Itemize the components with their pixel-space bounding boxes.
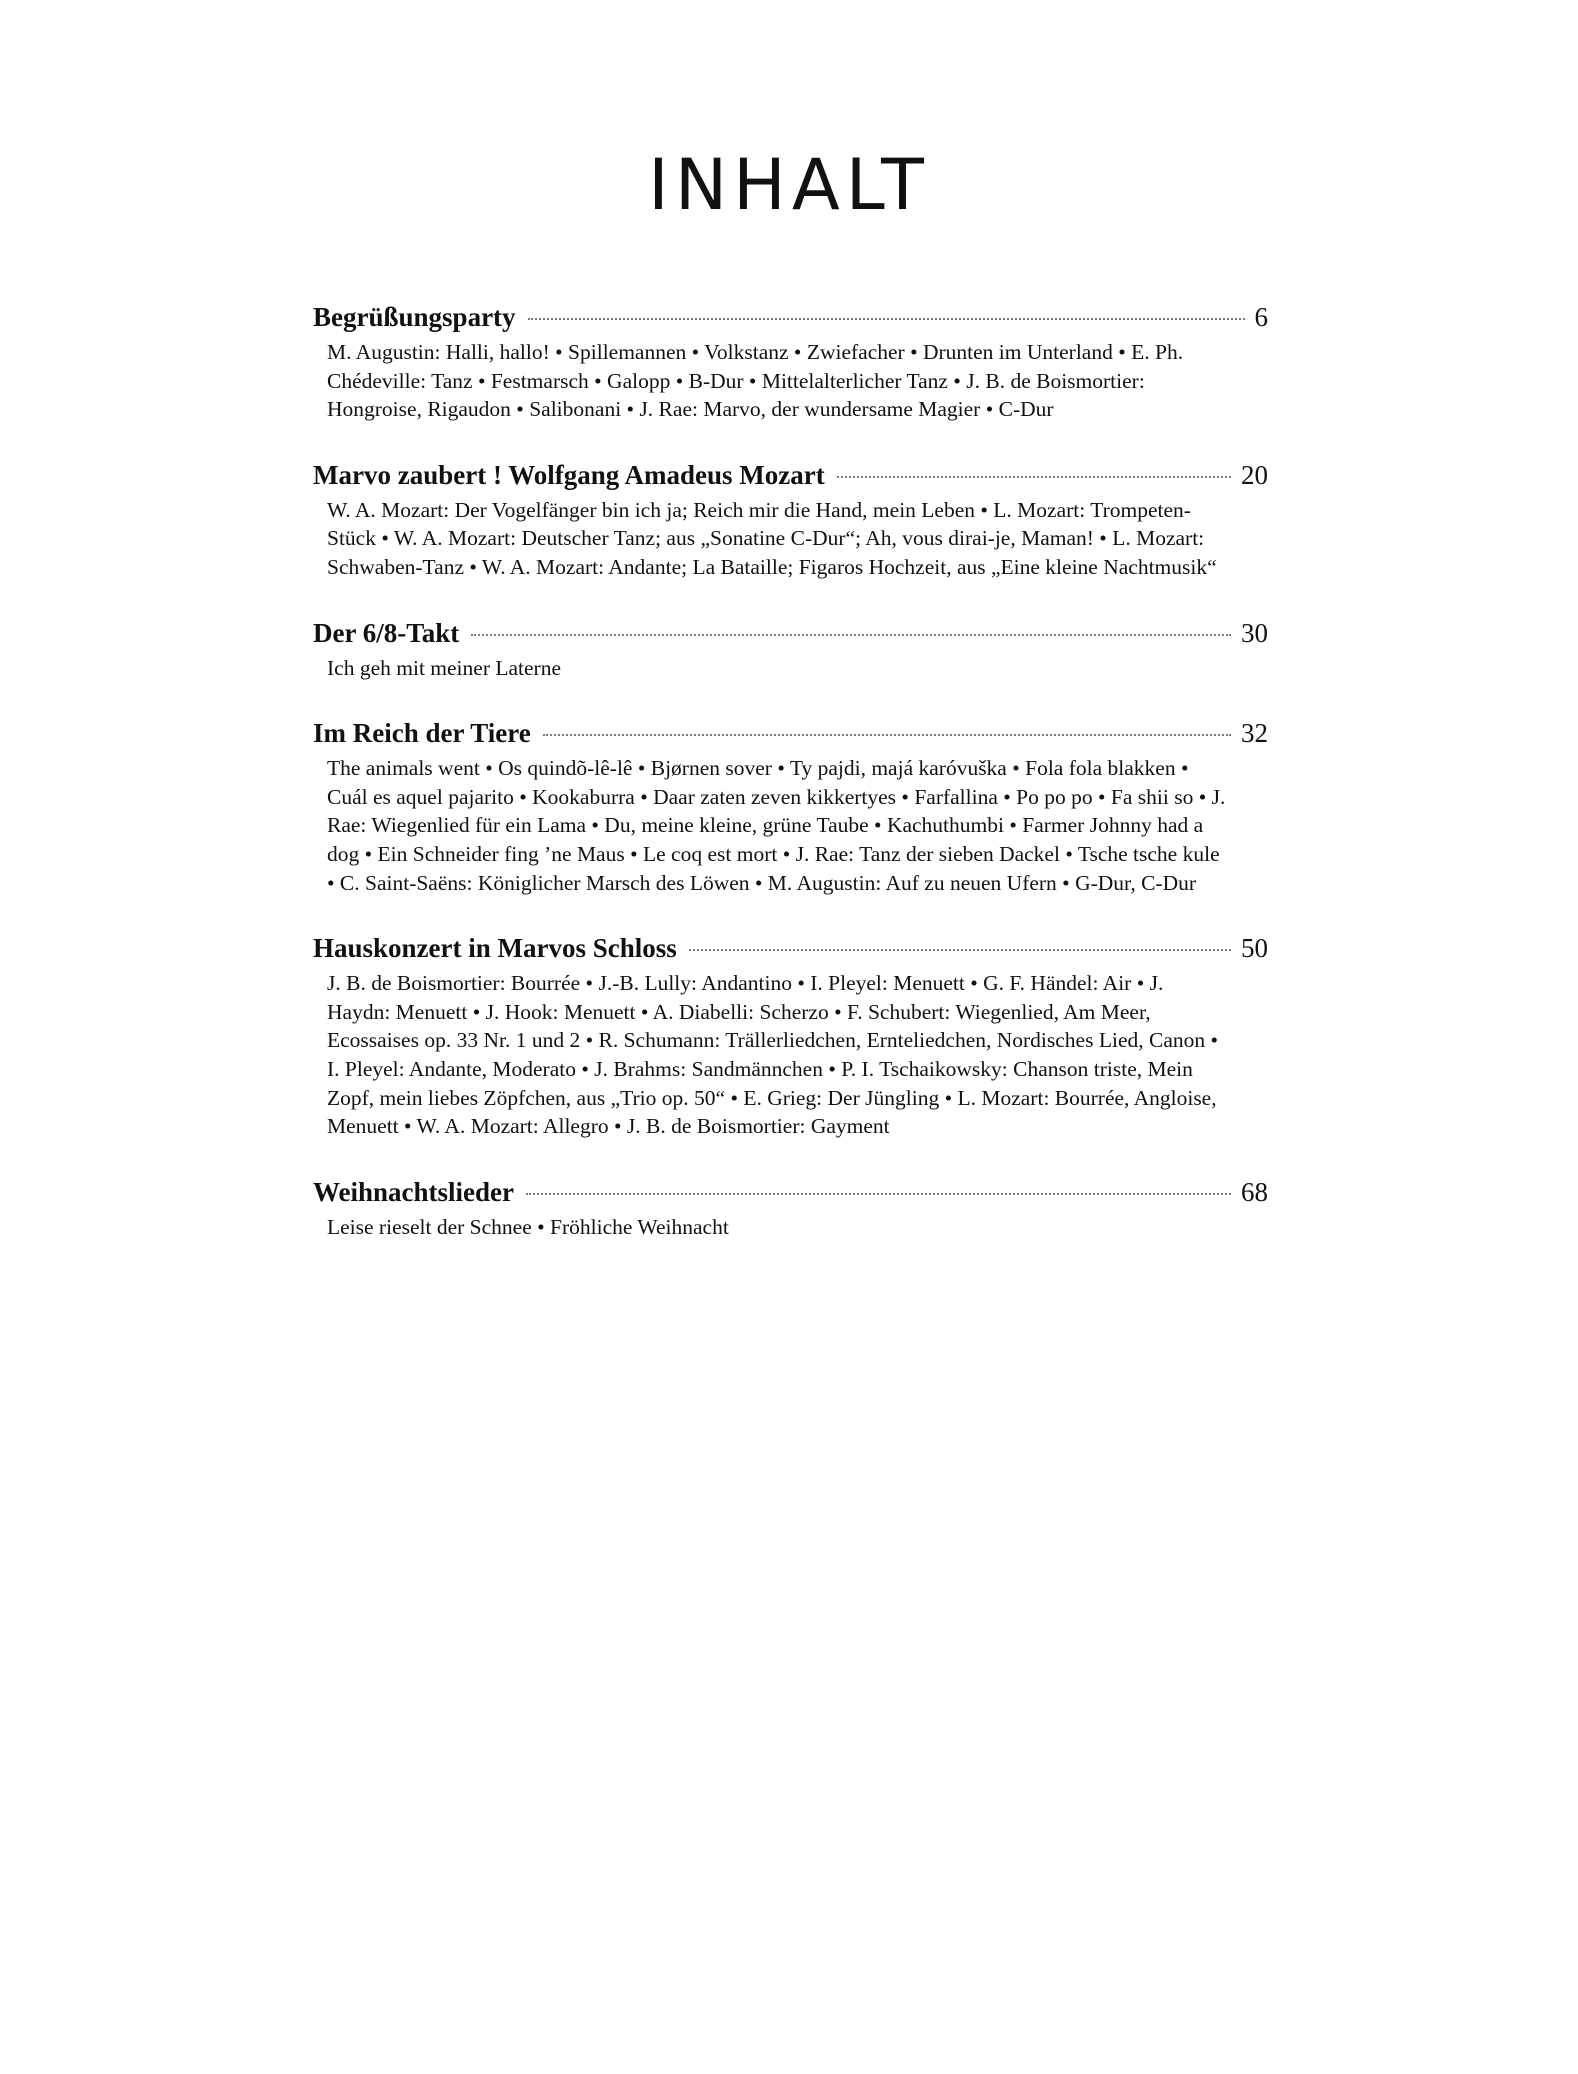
section-page-number: 68 bbox=[1241, 1176, 1268, 1207]
dot-leader bbox=[471, 634, 1231, 636]
section-contents: M. Augustin: Halli, hallo! • Spillemannen • Volkstanz • Zwiefacher • Drunten im Unterland • E. Ph. Chédeville: Tanz • Festmarsch • Galopp • B-Dur • Mittelalterlicher Tanz • J. B. de Boismortier: Hongroise, Rigaudon • Salibonani • J. Rae: Marvo, der wundersame Magier • C-Dur bbox=[327, 340, 1184, 422]
section-contents: W. A. Mozart: Der Vogelfänger bin ich ja; Reich mir die Hand, mein Leben • L. Mozart: Trompeten-Stück • W. A. Mozart: Deutscher Tanz; aus „Sonatine C-Dur“; Ah, vous dirai-je, Maman! • L. Mozart: Schwaben-Tanz • W. A. Mozart: Andante; La Bataille; Figaros Hochzeit, aus „Eine kleine Nachtmusik“ bbox=[327, 497, 1217, 579]
toc-section-weihnachtslieder bbox=[313, 1175, 1268, 1242]
toc-section-header bbox=[313, 458, 1268, 492]
dot-leader bbox=[837, 476, 1231, 478]
dot-leader bbox=[689, 949, 1231, 951]
section-contents: J. B. de Boismortier: Bourrée • J.-B. Lully: Andantino • I. Pleyel: Menuett • G. F. Händel: Air • J. Haydn: Menuett • J. Hook: Menuett • A. Diabelli: Scherzo • F. Schubert: Wiegenlied, Am Meer, Ecossaises op. 33 Nr. 1 und 2 • R. Schumann: Trällerliedchen, Ernteliedchen, Nordisches Lied, Canon • I. Pleyel: Andante, Moderato • J. Brahms: Sandmännchen • P. I. Tschaikowsky: Chanson triste, Mein Zopf, mein liebes Zöpfchen, aus „Trio op. 50“ • E. Grieg: Der Jüngling • L. Mozart: Bourrée, Angloise, Menuett • W. A. Mozart: Allegro • J. B. de Boismortier: Gayment bbox=[327, 971, 1219, 1139]
toc-section-header bbox=[313, 300, 1268, 334]
section-page-number: 20 bbox=[1241, 459, 1268, 490]
section-contents: Leise rieselt der Schnee • Fröhliche Weihnacht bbox=[327, 1214, 729, 1239]
toc-section-sechs-achtel-takt bbox=[313, 616, 1268, 683]
section-contents: The animals went • Os quindõ-lê-lê • Bjørnen sover • Ty pajdi, majá karóvuška • Fola fola blakken • Cuál es aquel pajarito • Kookaburra • Daar zaten zeven kikkertyes • Farfallina • Po po po • Fa shii so • J. Rae: Wiegenlied für ein Lama • Du, meine kleine, grüne Taube • Kachuthumbi • Farmer Johnny had a dog • Ein Schneider fing ’ne Maus • Le coq est mort • J. Rae: Tanz der sieben Dackel • Tsche tsche kule • C. Saint-Saëns: Königlicher Marsch des Löwen • M. Augustin: Auf zu neuen Ufern • G-Dur, C-Dur bbox=[327, 756, 1226, 895]
dot-leader bbox=[543, 734, 1231, 736]
toc-section-begruessungsparty bbox=[313, 300, 1268, 424]
section-title: Der 6/8-Takt bbox=[313, 617, 460, 648]
toc-section-hauskonzert bbox=[313, 931, 1268, 1141]
section-page-number: 32 bbox=[1241, 718, 1268, 749]
dot-leader bbox=[526, 1193, 1231, 1195]
toc-section-header bbox=[313, 716, 1268, 750]
toc-section-header bbox=[313, 1175, 1268, 1209]
table-of-contents bbox=[313, 300, 1268, 1275]
page-title: INHALT bbox=[648, 144, 930, 226]
section-title: Begrüßungsparty bbox=[313, 302, 516, 332]
section-contents: Ich geh mit meiner Laterne bbox=[327, 655, 562, 680]
section-title: Marvo zaubert ! Wolfgang Amadeus Mozart bbox=[313, 459, 825, 490]
toc-section-marvo-zaubert bbox=[313, 458, 1268, 582]
toc-section-header bbox=[313, 616, 1268, 650]
section-title: Weihnachtslieder bbox=[313, 1176, 514, 1207]
toc-section-header bbox=[313, 931, 1268, 965]
section-page-number: 30 bbox=[1241, 617, 1268, 648]
dot-leader bbox=[528, 318, 1245, 320]
toc-section-im-reich-der-tiere bbox=[313, 716, 1268, 897]
section-title: Im Reich der Tiere bbox=[313, 718, 531, 749]
section-title: Hauskonzert in Marvos Schloss bbox=[313, 933, 677, 964]
section-page-number: 6 bbox=[1254, 302, 1268, 332]
section-page-number: 50 bbox=[1241, 933, 1268, 964]
